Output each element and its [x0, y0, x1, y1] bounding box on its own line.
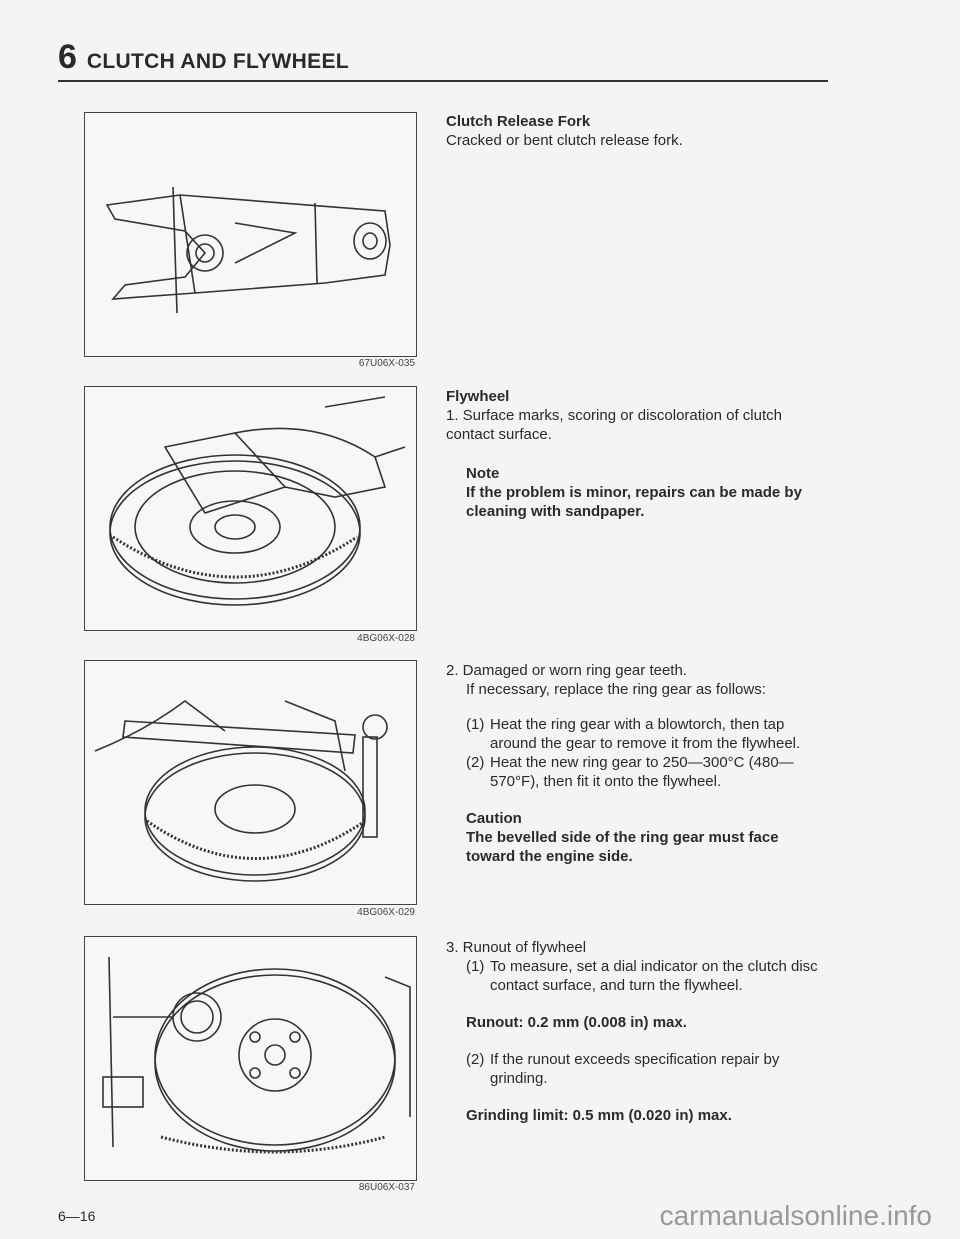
step-text: If the runout exceeds specification repair by grinding. [490, 1051, 780, 1087]
figure-runout-measurement [84, 936, 417, 1181]
step [446, 1050, 831, 1088]
figure-code: 4BG06X-029 [357, 907, 415, 918]
section-heading: Flywheel [446, 388, 510, 405]
spec-grinding-limit: Grinding limit: 0.5 mm (0.020 in) max. [466, 1107, 732, 1124]
list-item: 3. Runout of flywheel [446, 939, 587, 956]
release-fork-illustration [85, 113, 416, 356]
page-number: 6—16 [58, 1208, 96, 1224]
section-runout [446, 938, 831, 1125]
spec-runout: Runout: 0.2 mm (0.008 in) max. [466, 1014, 687, 1031]
section-text: Cracked or bent clutch release fork. [446, 132, 683, 149]
step-label: (1) [466, 958, 485, 975]
step-text: To measure, set a dial indicator on the clutch disc contact surface, and turn the flywheel. [490, 958, 818, 994]
flywheel-sandpaper-illustration [85, 387, 416, 630]
figure-code: 86U06X-037 [358, 1182, 415, 1193]
step-text: Heat the ring gear with a blowtorch, then tap around the gear to remove it from the flywheel. [490, 716, 801, 752]
step-label: (1) [466, 716, 485, 733]
chapter-title: CLUTCH AND FLYWHEEL [86, 50, 349, 73]
section-release-fork [446, 112, 831, 150]
list-item: 1. Surface marks, scoring or discoloration of clutch contact surface. [446, 407, 782, 443]
step [446, 715, 831, 753]
figure-code: 4BG06X-028 [357, 633, 415, 644]
ring-gear-removal-illustration [85, 661, 416, 904]
caution-label: Caution [466, 810, 522, 827]
list-item-text: If necessary, replace the ring gear as follows: [466, 681, 766, 698]
figure-release-fork [84, 112, 417, 357]
figure-flywheel-sandpaper [84, 386, 417, 631]
step [446, 753, 831, 791]
step-label: (2) [466, 754, 485, 771]
step [446, 957, 831, 995]
section-heading: Clutch Release Fork [446, 113, 591, 130]
caution-text: The bevelled side of the ring gear must face toward the engine side. [466, 829, 779, 865]
section-flywheel [446, 387, 831, 521]
note-text: If the problem is minor, repairs can be made by cleaning with sandpaper. [466, 484, 802, 520]
figure-ring-gear-removal [84, 660, 417, 905]
note-label: Note [466, 465, 500, 482]
page-header [58, 38, 349, 77]
header-rule [58, 80, 828, 82]
section-ring-gear [446, 661, 831, 866]
runout-measurement-illustration [85, 937, 416, 1180]
watermark: carmanualsonline.info [659, 1200, 932, 1231]
chapter-number: 6 [58, 38, 77, 76]
list-item: 2. Damaged or worn ring gear teeth. [446, 662, 687, 679]
step-label: (2) [466, 1051, 485, 1068]
figure-code: 67U06X-035 [358, 358, 415, 369]
step-text: Heat the new ring gear to 250—300°C (480—570°F), then fit it onto the flywheel. [490, 754, 794, 790]
